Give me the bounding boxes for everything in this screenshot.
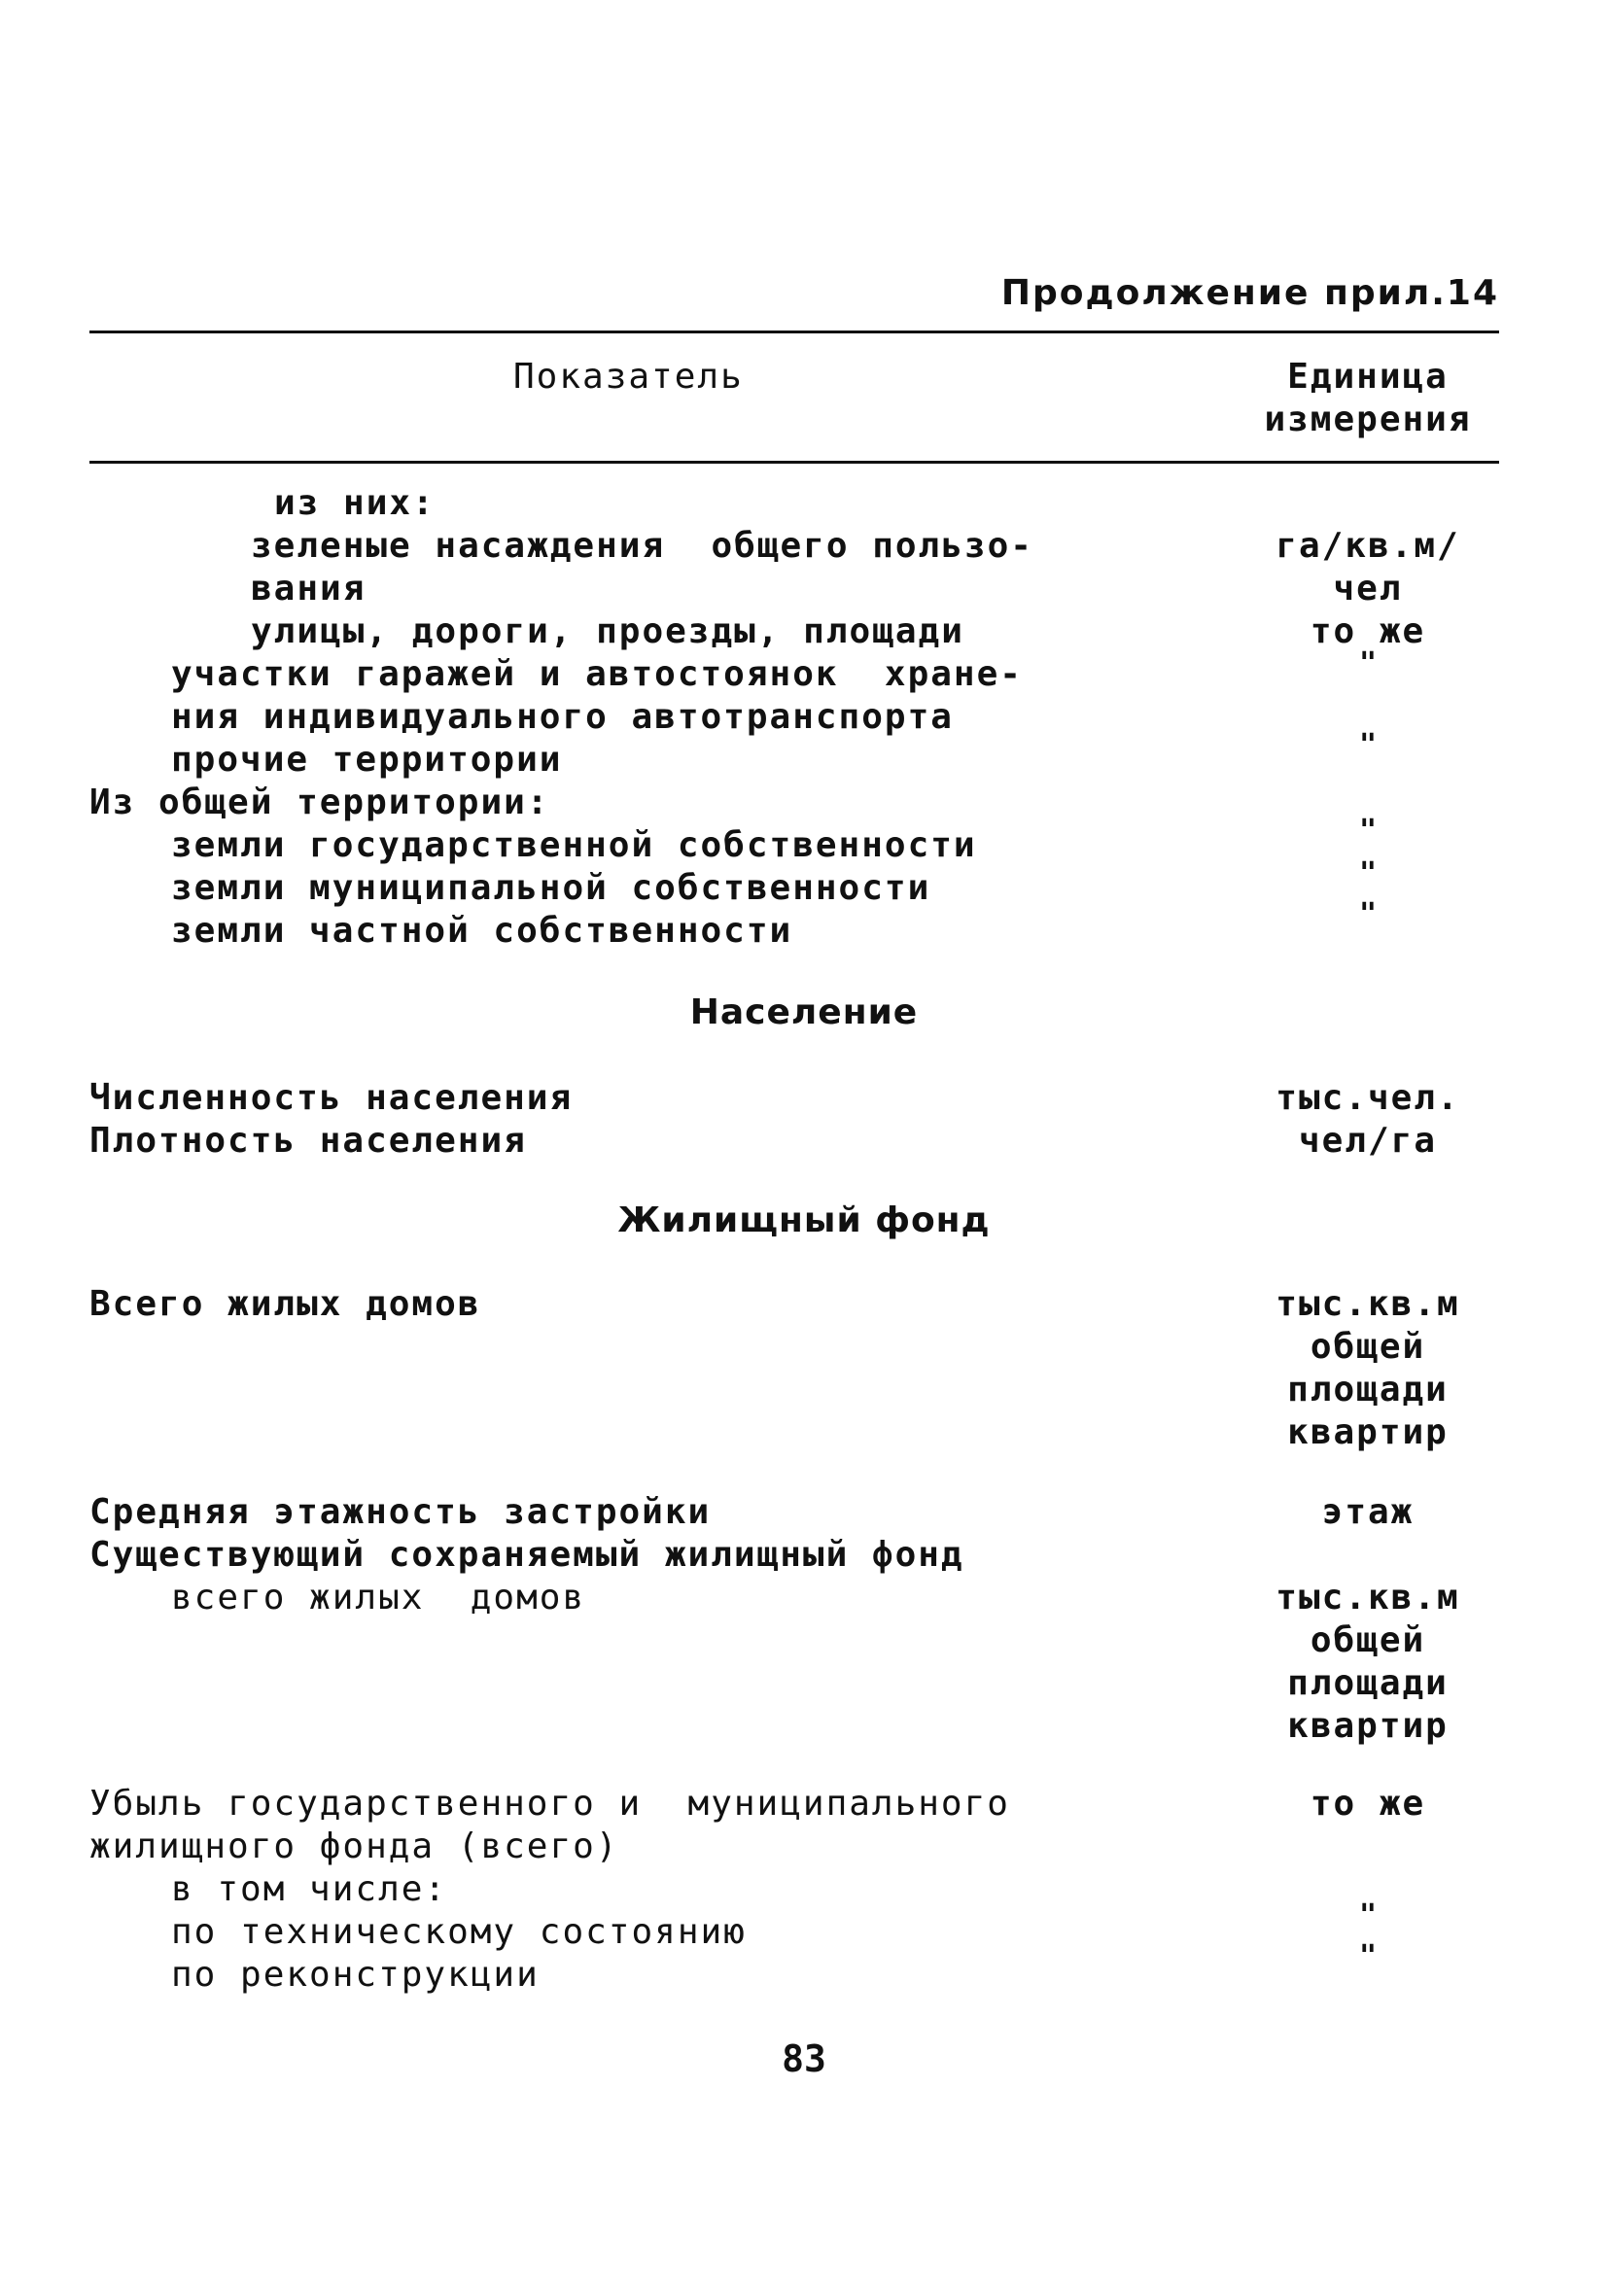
row-streets: улицы, дороги, проезды, площади	[251, 611, 964, 651]
unit-total-line2: общей	[1310, 1327, 1426, 1367]
row-state-land: земли государственной собственности	[171, 825, 977, 865]
ditto-mark-technical: "	[1358, 1898, 1378, 1932]
unit-population-count: тыс.чел.	[1276, 1078, 1460, 1118]
row-existing-housing: Существующий сохраняемый жилищный фонд	[89, 1535, 964, 1575]
row-technical-condition: по техническому состоянию	[171, 1912, 747, 1952]
row-including: в том числе:	[171, 1869, 448, 1909]
unit-green-line2: чел	[1333, 569, 1403, 609]
table-header-rule	[89, 461, 1499, 464]
ditto-mark-municipal: "	[1358, 856, 1378, 890]
row-municipal-land: земли муниципальной собственности	[171, 868, 931, 908]
unit-housing-loss: то же	[1310, 1784, 1426, 1824]
ditto-mark-private: "	[1358, 897, 1378, 931]
row-other-territories: прочие территории	[171, 740, 563, 780]
row-housing-loss-cont: жилищного фонда (всего)	[89, 1826, 619, 1866]
table-top-rule	[89, 330, 1499, 333]
row-reconstruction: по реконструкции	[171, 1955, 540, 1995]
unit-existing-line3: площади	[1287, 1663, 1449, 1703]
page-number: 83	[782, 2037, 826, 2080]
continuation-label: Продолжение прил.14	[1000, 273, 1499, 313]
ditto-mark-other: "	[1358, 728, 1378, 762]
row-total-houses: Всего жилых домов	[89, 1284, 481, 1324]
unit-total-line4: квартир	[1287, 1412, 1449, 1452]
row-private-land: земли частной собственности	[171, 911, 793, 951]
unit-existing-line2: общей	[1310, 1620, 1426, 1660]
row-population-density: Плотность населения	[89, 1121, 527, 1161]
row-green-plantings: зеленые насаждения общего пользо-	[251, 526, 1033, 566]
unit-green-line1: га/кв.м/	[1276, 526, 1460, 566]
ditto-mark-state: "	[1358, 814, 1378, 848]
column-header-indicator: Показатель	[513, 357, 744, 397]
row-population-count: Численность населения	[89, 1078, 574, 1118]
unit-existing-line1: тыс.кв.м	[1276, 1578, 1460, 1618]
ditto-mark-reconstruction: "	[1358, 1939, 1378, 1973]
unit-total-line1: тыс.кв.м	[1276, 1284, 1460, 1324]
unit-streets: то же	[1310, 611, 1426, 651]
ditto-mark-garages: "	[1358, 646, 1378, 680]
unit-existing-line4: квартир	[1287, 1706, 1449, 1746]
column-header-unit-line2: измерения	[1264, 400, 1472, 439]
section-title-population: Население	[689, 992, 919, 1032]
row-green-plantings-cont: вания	[251, 569, 367, 609]
row-from-total-territory: Из общей территории:	[89, 783, 550, 822]
unit-floors: этаж	[1321, 1492, 1415, 1532]
unit-total-line3: площади	[1287, 1370, 1449, 1409]
row-average-floors: Средняя этажность застройки	[89, 1492, 712, 1532]
row-from-them: из них:	[274, 483, 436, 523]
row-housing-loss: Убыль государственного и муниципального	[89, 1784, 1010, 1824]
row-garages: участки гаражей и автостоянок хране-	[171, 654, 1023, 694]
unit-population-density: чел/га	[1298, 1121, 1438, 1161]
row-garages-cont: ния индивидуального автотранспорта	[171, 697, 954, 737]
section-title-housing: Жилищный фонд	[617, 1200, 991, 1240]
row-existing-total: всего жилых домов	[171, 1578, 586, 1618]
column-header-unit-line1: Единица	[1287, 357, 1449, 397]
